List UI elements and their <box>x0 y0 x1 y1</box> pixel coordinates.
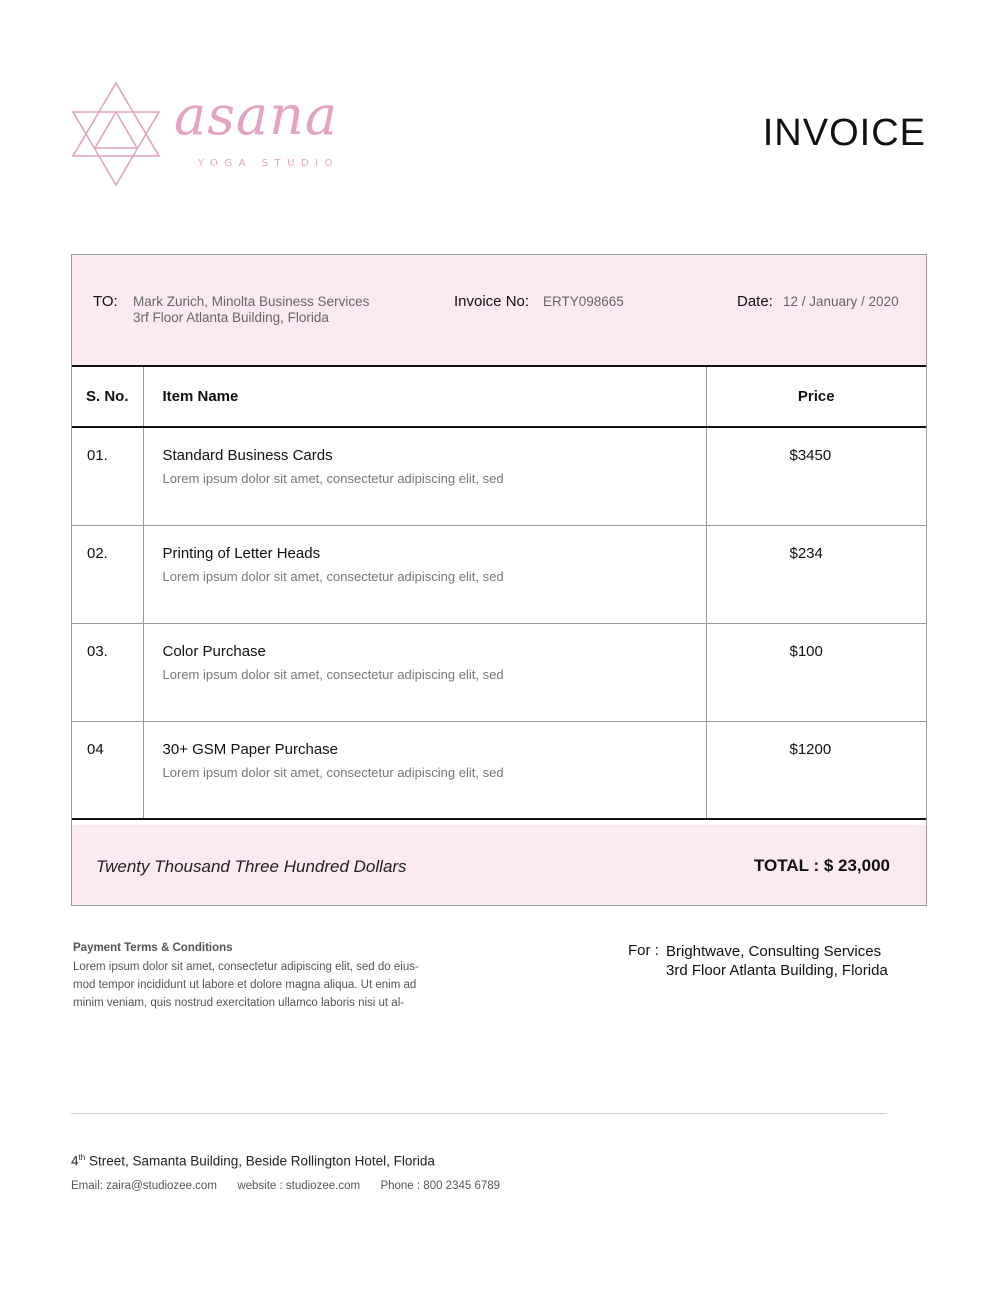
address-street: Street, Samanta Building, Beside Rollington Hotel, Florida <box>85 1153 435 1169</box>
footer-email: Email: zaira@studiozee.com <box>71 1180 217 1192</box>
brand-name: asana <box>174 84 339 147</box>
header-item-name: Item Name <box>143 367 706 427</box>
address-suffix: th <box>78 1153 86 1162</box>
date-value: 12 / January / 2020 <box>783 294 899 309</box>
row-price: $3450 <box>706 427 926 525</box>
row-price: $100 <box>706 623 926 721</box>
footer-phone: Phone : 800 2345 6789 <box>380 1180 501 1192</box>
table-row <box>72 623 926 721</box>
row-price: $234 <box>706 525 926 623</box>
for-line-2: 3rd Floor Atlanta Building, Florida <box>666 962 888 979</box>
row-price: $1200 <box>706 721 926 819</box>
invoice-box <box>71 254 927 906</box>
item-name: Standard Business Cards <box>162 447 333 464</box>
total-amount: TOTAL : $ 23,000 <box>753 856 890 875</box>
row-serial-no: 04 <box>72 721 143 819</box>
invoice-info-band <box>72 255 926 367</box>
to-line-1: Mark Zurich, Minolta Business Services <box>133 294 370 309</box>
header-price: Price <box>706 367 926 427</box>
payment-terms-line: Lorem ipsum dolor sit amet, consectetur adipiscing elit, sed do eius- <box>73 961 419 973</box>
address-number: 4 <box>71 1153 79 1169</box>
footer-divider <box>71 1113 886 1114</box>
row-serial-no: 01. <box>72 427 143 525</box>
row-item <box>143 721 706 819</box>
footer-website: website : studiozee.com <box>237 1180 361 1192</box>
payment-terms-line: mod tempor incididunt ut labore et dolore magna aliqua. Ut enim ad <box>73 979 417 991</box>
brand-tagline: YOGA STUDIO <box>198 158 339 169</box>
row-serial-no: 02. <box>72 525 143 623</box>
brand-logo <box>70 80 370 190</box>
for-recipient <box>666 942 888 980</box>
star-of-david-icon <box>70 80 162 188</box>
item-description: Lorem ipsum dolor sit amet, consectetur adipiscing elit, sed <box>162 764 504 780</box>
table-row <box>72 525 926 623</box>
row-item <box>143 525 706 623</box>
item-name: Printing of Letter Heads <box>162 544 321 562</box>
date-label: Date: <box>737 293 773 310</box>
row-item <box>143 623 706 721</box>
items-table <box>72 367 926 820</box>
payment-terms-body <box>73 958 453 1012</box>
item-name: 30+ GSM Paper Purchase <box>162 740 339 758</box>
amount-in-words: Twenty Thousand Three Hundred Dollars <box>96 857 407 876</box>
footer-address <box>71 1153 435 1169</box>
table-row <box>72 427 926 525</box>
payment-terms-title: Payment Terms & Conditions <box>73 942 233 954</box>
table-header-row <box>72 367 926 427</box>
totals-band <box>72 825 926 905</box>
invoice-no-label: Invoice No: <box>454 293 530 310</box>
payment-terms-line: minim veniam, quis nostrud exercitation ullamco laboris nisi ut al- <box>73 997 405 1009</box>
item-description: Lorem ipsum dolor sit amet, consectetur adipiscing elit, sed <box>162 568 504 584</box>
for-line-1: Brightwave, Consulting Services <box>666 943 882 960</box>
item-name: Color Purchase <box>162 642 266 660</box>
to-label: TO: <box>93 293 118 310</box>
table-row <box>72 721 926 819</box>
row-item <box>143 427 706 525</box>
row-serial-no: 03. <box>72 623 143 721</box>
invoice-no-value: ERTY098665 <box>543 294 624 309</box>
invoice-title: INVOICE <box>762 112 926 154</box>
footer-contact <box>71 1180 500 1192</box>
payment-terms <box>73 942 453 1012</box>
to-line-2: 3rf Floor Atlanta Building, Florida <box>133 310 329 325</box>
item-description: Lorem ipsum dolor sit amet, consectetur adipiscing elit, sed <box>162 666 504 682</box>
for-label: For : <box>628 942 659 959</box>
to-recipient <box>133 294 369 326</box>
header-serial-no: S. No. <box>72 367 143 427</box>
item-description: Lorem ipsum dolor sit amet, consectetur adipiscing elit, sed <box>162 471 504 486</box>
